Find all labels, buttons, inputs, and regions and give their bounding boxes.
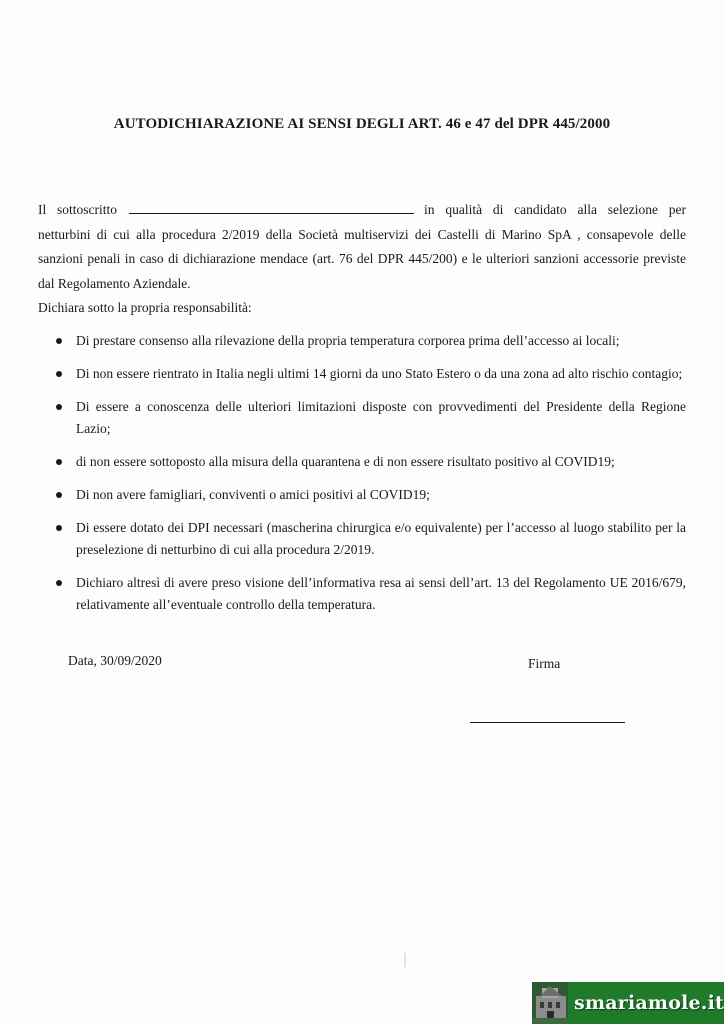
bullet-icon bbox=[56, 404, 62, 410]
bullet-icon bbox=[56, 371, 62, 377]
signature-label: Firma bbox=[528, 656, 561, 671]
bullet-icon bbox=[56, 525, 62, 531]
list-item: Di non avere famigliari, conviventi o amici positivi al COVID19; bbox=[50, 484, 686, 506]
watermark-text: smariamole.it bbox=[574, 992, 724, 1014]
list-item: Di essere dotato dei DPI necessari (mascherina chirurgica e/o equivalente) per l’accesso al luogo stabilito per la preselezione di netturbino di cui alla procedura 2/2019. bbox=[50, 517, 686, 561]
scan-mark bbox=[404, 953, 406, 967]
site-watermark bbox=[532, 982, 724, 1024]
signature-line bbox=[470, 722, 625, 723]
bullet-icon bbox=[56, 459, 62, 465]
declaration-heading: Dichiara sotto la propria responsabilità: bbox=[38, 300, 252, 315]
list-item: Di non essere rientrato in Italia negli ultimi 14 giorni da uno Stato Estero o da una zona ad alto rischio contagio; bbox=[50, 363, 686, 385]
building-logo-icon bbox=[532, 982, 568, 1024]
intro-paragraph bbox=[38, 198, 686, 296]
intro-start: Il sottoscritto bbox=[38, 202, 118, 217]
name-blank-line bbox=[129, 203, 414, 214]
list-item: di non essere sottoposto alla misura della quarantena e di non essere risultato positivo al COVID19; bbox=[50, 451, 686, 473]
list-item: Dichiaro altresì di avere preso visione dell’informativa resa ai sensi dell’art. 13 del Regolamento UE 2016/679, relativamente all’eventuale controllo della temperatura. bbox=[50, 572, 686, 616]
bullet-icon bbox=[56, 492, 62, 498]
list-item: Di prestare consenso alla rilevazione della propria temperatura corporea prima dell’accesso ai locali; bbox=[50, 330, 686, 352]
document-title: AUTODICHIARAZIONE AI SENSI DEGLI ART. 46 e 47 del DPR 445/2000 bbox=[113, 116, 611, 132]
intro-rest: in qualità di candidato alla selezione per netturbini di cui alla procedura 2/2019 della Società multiservizi dei Castelli di Marino SpA , consapevole delle sanzioni penali in caso di dichiarazione mendace (art. 76 del DPR 445/200) e le ulteriori sanzioni accessorie previste dal Regolamento Aziendale. bbox=[38, 202, 686, 291]
date-line: Data, 30/09/2020 bbox=[68, 653, 162, 668]
list-item: Di essere a conoscenza delle ulteriori limitazioni disposte con provvedimenti del Presidente della Regione Lazio; bbox=[50, 396, 686, 440]
bullet-icon bbox=[56, 580, 62, 586]
declaration-list bbox=[50, 330, 686, 627]
bullet-icon bbox=[56, 338, 62, 344]
